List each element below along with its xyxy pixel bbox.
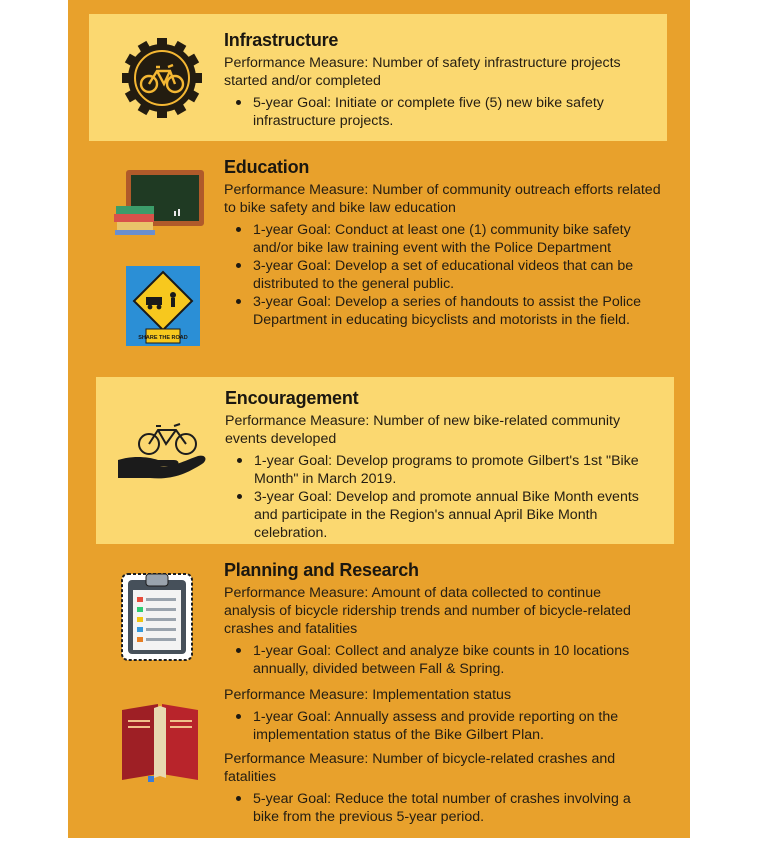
education-section [224,157,664,329]
gear-bicycle-icon [120,36,204,120]
infrastructure-goals [224,94,654,130]
poster [68,0,690,838]
book-icon [118,700,202,784]
planning-section [224,560,656,826]
planning-measure-3: Performance Measure: Number of bicycle-related crashes and fatalities [224,751,616,785]
list-item: 1-year Goal: Collect and analyze bike counts in 10 locations annually, divided between Fall & Spring. [253,642,656,678]
infrastructure-section [224,30,654,130]
list-item: 3-year Goal: Develop a series of handouts to assist the Police Department in educating bicyclists and motorists in the field. [253,293,664,329]
list-item: 3-year Goal: Develop and promote annual Bike Month events and participate in the Region's annual April Bike Month celebration. [254,488,657,542]
infrastructure-title: Infrastructure [224,30,339,50]
list-item: 5-year Goal: Initiate or complete five (5) new bike safety infrastructure projects. [253,94,654,130]
list-item: 1-year Goal: Develop programs to promote Gilbert's 1st "Bike Month" in March 2019. [254,452,657,488]
planning-title: Planning and Research [224,560,419,580]
list-item: 5-year Goal: Reduce the total number of crashes involving a bike from the previous 5-year period. [253,790,656,826]
list-item: 1-year Goal: Conduct at least one (1) community bike safety and/or bike law training event with the Police Department [253,221,664,257]
planning-measure-2: Performance Measure: Implementation status [224,687,512,703]
planning-goals-3 [224,790,656,826]
planning-goals-1 [224,642,656,678]
encouragement-goals [225,452,657,542]
chalkboard-books-icon [112,166,206,236]
list-item: 1-year Goal: Annually assess and provide reporting on the implementation status of the Bike Gilbert Plan. [253,708,656,744]
education-measure: Performance Measure: Number of community outreach efforts related to bike safety and bike law education [224,182,661,216]
list-item: 3-year Goal: Develop a set of educational videos that can be distributed to the general public. [253,257,664,293]
encouragement-measure: Performance Measure: Number of new bike-related community events developed [225,413,621,447]
encouragement-title: Encouragement [225,388,359,408]
planning-measure-1: Performance Measure: Amount of data collected to continue analysis of bicycle ridership trends and number of bicycle-related crashes and fatalities [224,585,631,637]
sign-text: SHARE THE ROAD [138,335,188,341]
hand-holding-bicycle-icon [116,420,208,482]
infrastructure-measure: Performance Measure: Number of safety infrastructure projects started and/or completed [224,55,621,89]
planning-goals-2 [224,708,656,744]
education-title: Education [224,157,310,177]
share-the-road-sign-icon [126,266,200,346]
education-goals [224,221,664,329]
encouragement-section [225,388,657,542]
clipboard-icon [120,568,194,662]
